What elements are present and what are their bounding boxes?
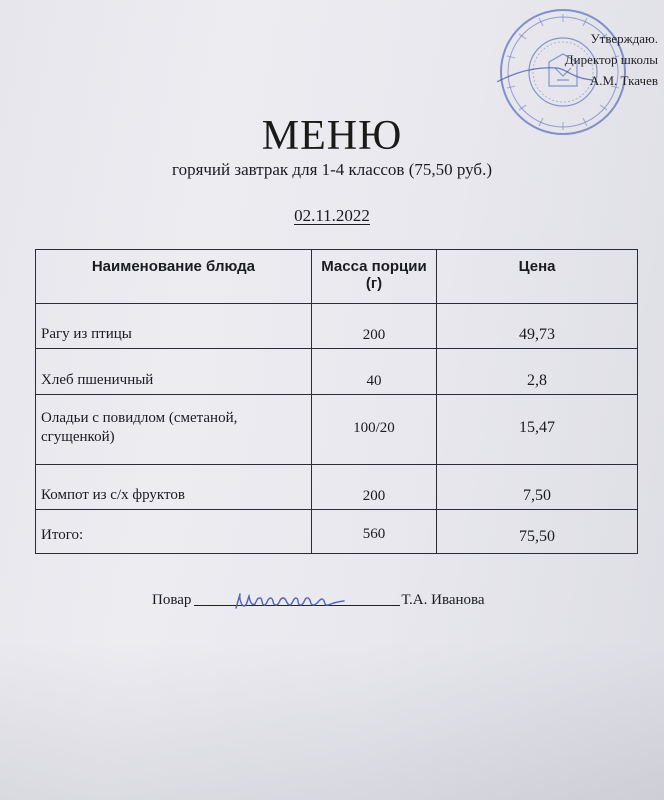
paper-shadow [0,640,664,800]
table-row [36,304,638,349]
dish-name: Рагу из птицы [36,304,312,349]
menu-date [0,206,664,226]
page-subtitle: горячий завтрак для 1-4 классов (75,50 руб.) [172,160,492,179]
handwritten-signature [230,586,350,614]
column-header: Цена [437,250,638,304]
dish-name: Компот из с/х фруктов [36,465,312,510]
dish-price: 2,8 [437,349,638,395]
total-label: Итого: [36,510,312,554]
table-total-row [36,510,638,554]
total-price: 75,50 [437,510,638,554]
total-mass: 560 [311,510,436,554]
table-row [36,349,638,395]
dish-price: 15,47 [437,395,638,465]
cook-label: Повар [152,592,192,608]
dish-price: 49,73 [437,304,638,349]
column-header: Масса порции (г) [311,250,436,304]
approval-block [565,28,658,91]
dish-mass: 200 [311,304,436,349]
dish-name: Оладьи с повидлом (сметаной, сгущенкой) [36,395,312,465]
approval-director: А.М. Ткачев [589,73,658,88]
dish-price: 7,50 [437,465,638,510]
dish-mass: 200 [311,465,436,510]
dish-mass: 100/20 [311,395,436,465]
dish-mass: 40 [311,349,436,395]
table-header-row [36,250,638,304]
dish-name: Хлеб пшеничный [36,349,312,395]
table-row [36,395,638,465]
cook-name: Т.А. Иванова [401,592,485,608]
column-header: Наименование блюда [36,250,312,304]
table-row [36,465,638,510]
approval-line: Утверждаю. [590,31,658,46]
menu-table [35,249,638,554]
page-title: МЕНЮ [261,113,403,159]
approval-line: Директор школы [564,52,658,67]
date-text: 02.11.2022 [294,206,370,225]
